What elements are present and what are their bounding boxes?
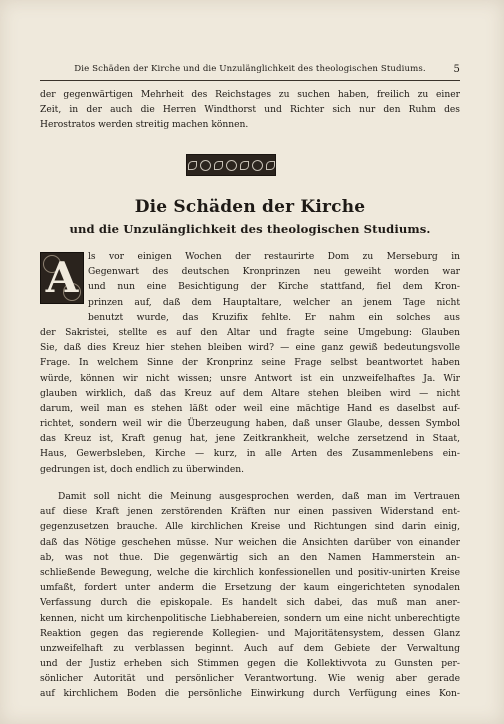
text-line: kennen, nicht um kirchenpolitische Liebhabereien, sondern um eine nicht unberechtigte [40, 613, 460, 624]
text-line: würde, können wir nicht wissen; unsre Antwort ist ein unzweifelhaftes Ja. Wir [40, 373, 460, 384]
text-line: ls vor einigen Wochen der restaurirte Dom zu Merseburg in [88, 252, 460, 262]
ornament-leaf-icon [266, 161, 275, 170]
intro-paragraph [40, 88, 460, 134]
text-line: gedrungen ist, doch endlich zu überwinden. [40, 464, 245, 475]
text-line: Frage. In welchem Sinne der Kronprinz seine Frage selbst beantwortet haben [40, 358, 460, 369]
text-line: richtet, sondern weil wir die Überzeugung haben, daß unser Glaube, dessen Symbol [40, 419, 460, 430]
ornament-leaf-icon [240, 161, 249, 170]
ornament-swirl-icon [252, 160, 263, 171]
text-line: gegenzusetzen brauche. Alle kirchlichen Kreise und Richtungen sind darin einig, [40, 522, 460, 533]
text-line: schließende Bewegung, welche die kirchlich konfessionellen und positiv-unirten Kreise [40, 567, 460, 578]
ornament-swirl-icon [200, 160, 211, 171]
paragraph-2 [40, 490, 460, 703]
paragraph-1 [40, 250, 460, 478]
text-line: darum, weil man es stehen läßt oder weil eine mächtige Hand es daselbst auf- [40, 403, 460, 414]
text-line: unzweifelhaft zu verblassen beginnt. Auch auf dem Gebiete der Verwaltung [40, 643, 460, 654]
ornament-leaf-icon [188, 161, 197, 170]
text-line: und nun eine Besichtigung der Kirche stattfand, fiel dem Kron- [88, 282, 460, 293]
text-line: Herostratos werden streitig machen können. [40, 120, 249, 131]
headpiece-ornament [186, 154, 276, 176]
text-line: Verfassung durch die episkopale. Es handelt sich dabei, das muß man aner- [40, 598, 460, 609]
running-head-title: Die Schäden der Kirche und die Unzulänglichkeit des theologischen Studiums. [74, 64, 426, 74]
text-line: Damit soll nicht die Meinung ausgesprochen werden, daß man im Vertrauen [58, 492, 460, 502]
text-line: das Kreuz ist, Kraft genug hat, jene Zeitkrankheit, welche zersetzend in Staat, [40, 434, 460, 445]
text-line: ab, was not thue. Die gegenwärtig sich an den Namen Hammerstein an- [40, 552, 460, 563]
drop-cap-letter: A [45, 253, 79, 302]
text-line: glauben wirklich, daß das Kreuz auf dem Altare stehen bleiben wird — nicht [40, 388, 460, 399]
text-line: der gegenwärtigen Mehrheit des Reichstages zu suchen haben, freilich zu einer [40, 90, 460, 100]
text-line: und der Justiz erheben sich Stimmen gegen die Kollektivvota zu Gunsten per- [40, 659, 460, 670]
text-line: Haus, Gewerbsleben, Kirche — kurz, in alle Arten des Zusammenlebens ein- [40, 449, 460, 460]
running-head [40, 64, 460, 81]
text-line: Gegenwart des deutschen Kronprinzen neu geweiht worden war [88, 267, 460, 278]
text-line: benutzt wurde, das Kruzifix fehlte. Er nahm ein solches aus [88, 312, 460, 323]
text-line: auf kirchlichem Boden die persönliche Einwirkung durch Verfügung eines Kon- [40, 689, 460, 700]
text-line: auf diese Kraft jenen zerstörenden Kräften nur einen passiven Widerstand ent- [40, 507, 460, 518]
text-line: Zeit, in der auch die Herren Windthorst und Richter sich nur den Ruhm des [40, 105, 460, 116]
text-line: der Sakristei, stellte es auf den Altar und fragte seine Umgebung: Glauben [40, 327, 460, 338]
text-line: prinzen auf, daß dem Hauptaltare, welcher an jenem Tage nicht [88, 297, 460, 308]
text-line: Sie, daß dies Kreuz hier stehen bleiben wird? — eine ganz gewiß bedeutungsvolle [40, 343, 460, 354]
drop-cap-initial [40, 252, 84, 304]
ornament-leaf-icon [214, 161, 223, 170]
chapter-title: Die Schäden der Kirche [134, 197, 366, 217]
page-number: 5 [453, 64, 460, 75]
ornament-swirl-icon [226, 160, 237, 171]
text-line: umfaßt, fordert unter anderm die Ersetzung der kaum eingerichteten synodalen [40, 583, 460, 594]
chapter-subtitle: und die Unzulänglichkeit des theologischen Studiums. [69, 222, 431, 236]
text-line: sönlicher Autorität und persönlicher Verantwortung. Wie wenig aber gerade [40, 674, 460, 685]
text-line: daß das Nötige geschehen müsse. Nur weichen die Ansichten darüber von einander [40, 537, 460, 548]
text-line: Reaktion gegen das regierende Kollegien- und Majoritätensystem, dessen Glanz [40, 628, 460, 639]
